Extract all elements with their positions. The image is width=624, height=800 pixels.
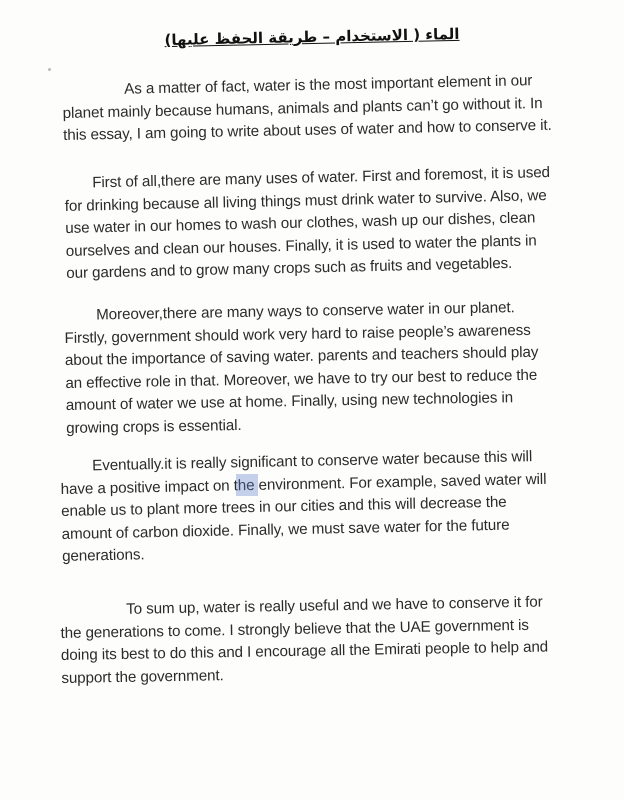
scan-speck [48, 68, 51, 71]
paragraph-line: doing its best to do this and I encourage all the Emirati people to help and [60, 638, 549, 664]
paragraph-line: As a matter of fact, water is the most important element in our [124, 72, 533, 98]
paragraph-conclusion [60, 591, 549, 689]
watermark-highlight [236, 474, 258, 496]
paragraph-line: our gardens and to grow many crops such as fruits and vegetables. [66, 254, 513, 282]
essay-title: الماء ( الاستخدام – طريقة الحفظ عليها) [164, 24, 460, 50]
paragraph-line: amount of water we use at home. Finally, using new technologies in [65, 389, 514, 414]
paragraph-line: support the government. [61, 666, 224, 687]
paragraph-line: generations. [61, 546, 145, 565]
paragraph-line: the generations to come. I strongly believe that the UAE government is [60, 616, 529, 642]
paragraph-line: this essay, I am going to write about uses of water and how to conserve it. [62, 116, 552, 144]
paragraph-line: Firstly, government should work very hard to raise people’s awareness [64, 321, 531, 347]
paragraph-line: use water in our homes to wash our clothes, wash up our dishes, clean [65, 209, 536, 237]
paragraph-line: amount of carbon dioxide. Finally, we must save water for the future [61, 516, 510, 543]
paragraph-line: about the importance of saving water. parents and teachers should play [64, 343, 539, 369]
paragraph-line: First of all,there are many uses of water. First and foremost, it is used [92, 163, 551, 192]
paragraph-line: To sum up, water is really useful and we have to conserve it for [126, 593, 543, 618]
paragraph-intro [62, 70, 552, 148]
paragraph-significance [60, 446, 548, 569]
paragraph-line: have a positive impact on the environment. For example, saved water will [60, 470, 547, 498]
paragraph-uses [64, 162, 552, 285]
paragraph-line: Eventually.it is really significant to conserve water because this will [92, 448, 533, 475]
paragraph-line: enable us to plant more trees in our cities and this will decrease the [60, 493, 507, 520]
paragraph-line: for drinking because all living things must drink water to survive. Also, we [64, 186, 547, 215]
paragraph-line: planet mainly because humans, animals and plants can’t go without it. In [62, 94, 543, 122]
paragraph-line: ourselves and clean our houses. Finally, it is used to water the plants in [65, 231, 537, 260]
paragraph-line: growing crops is essential. [65, 416, 242, 437]
paragraph-line: an effective role in that. Moreover, we have to try our best to reduce the [65, 366, 538, 392]
paragraph-conserve [64, 297, 540, 440]
paragraph-line: Moreover,there are many ways to conserve water in our planet. [96, 299, 515, 324]
